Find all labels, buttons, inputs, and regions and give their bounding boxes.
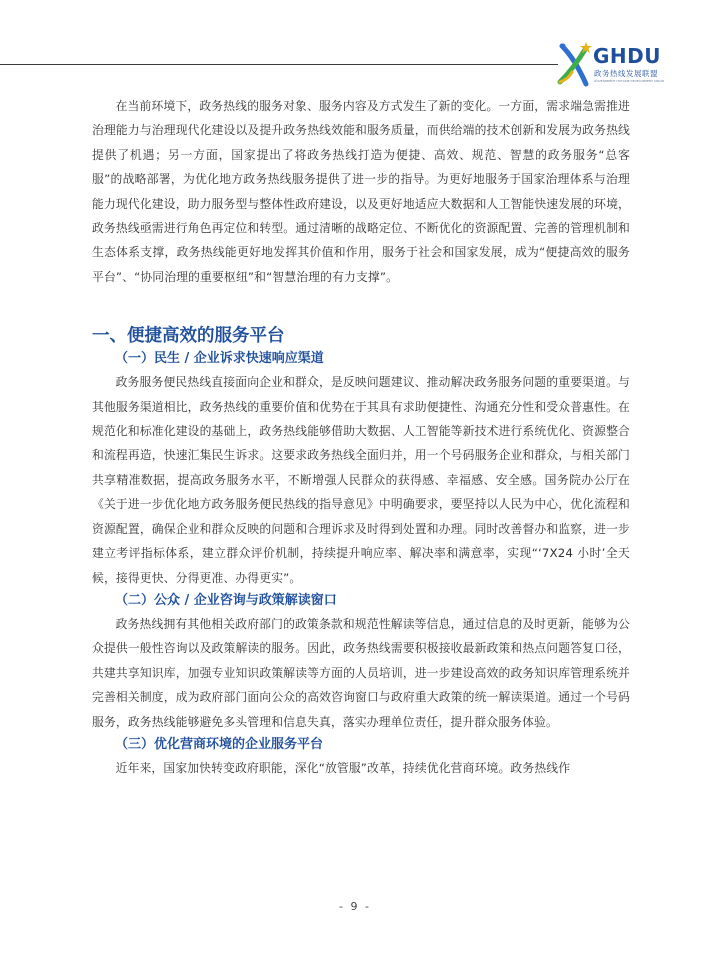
page-number: - 9 - [339, 900, 371, 913]
ghdu-logo [556, 40, 686, 90]
subsection-heading-3: （三）优化营商环境的企业服务平台 [115, 736, 324, 752]
ghdu-emblem-icon [556, 40, 596, 90]
intro-paragraph: 在当前环境下，政务热线的服务对象、服务内容及方式发生了新的变化。一方面，需求端急需推进治理能力与治理现代化建设以及提升政务热线效能和服务质量，而供给端的技术创新和发展为政务热线提供了机遇；另一方面，国家提出了将政务热线打造为便捷、高效、规范、智慧的政务服务“总客服”的战略部署，为优化地方政务热线服务提供了进一步的指导。为更好地服务于国家治理体系与治理能力现代化建设，助力服务型与整体性政府建设，以及更好地适应大数据和人工智能快速发展的环境，政务热线亟需进行角色再定位和转型。通过清晰的战略定位、不断优化的资源配置、完善的管理机制和生态体系支撑，政务热线能更好地发挥其价值和作用，服务于社会和国家发展，成为“便捷高效的服务平台”、“协同治理的重要枢纽”和“智慧治理的有力支撑”。 [92, 99, 630, 284]
subsection-heading-2: （二）公众 / 企业咨询与政策解读窗口 [115, 592, 337, 608]
logo-wordmark: GHDU [593, 44, 661, 68]
subsection-1-paragraph: 政务服务便民热线直接面向企业和群众，是反映问题建议、推动解决政务服务问题的重要渠道。与其他服务渠道相比，政务热线的重要价值和优势在于其具有求助便捷性、沟通充分性和受众普惠性。在规范化和标准化建设的基础上，政务热线能够借助大数据、人工智能等新技术进行系统优化、资源整合和流程再造，快速汇集民生诉求。这要求政务热线全面归并，用一个号码服务企业和群众，与相关部门共享精准数据，提高政务服务水平，不断增强人民群众的获得感、幸福感、安全感。国务院办公厅在《关于进一步优化地方政务服务便民热线的指导意见》中明确要求，要坚持以人民为中心，优化流程和资源配置，确保企业和群众反映的问题和合理诉求及时得到处置和办理。同时改善督办和监察，进一步建立考评指标体系，建立群众评价机制，持续提升响应率、解决率和满意率，实现“‘7X24 小时’全天候，接得更快、分得更准、办得更实”。 [92, 375, 630, 585]
subsection-3-paragraph: 近年来，国家加快转变政府职能，深化“放管服”改革，持续优化营商环境。政务热线作 [115, 760, 571, 775]
subsection-heading-1: （一）民生 / 企业诉求快速响应渠道 [115, 351, 324, 367]
section-heading: 一、便捷高效的服务平台 [92, 326, 285, 347]
page-content [92, 94, 630, 780]
header-rule [0, 64, 558, 65]
subsection-2-paragraph: 政务热线拥有其他相关政府部门的政策条款和规范性解读等信息，通过信息的及时更新，能够为公众提供一般性咨询以及政策解读的服务。因此，政务热线需要积极接收最新政策和热点问题答复口径，共建共享知识库，加强专业知识政策解读等方面的人员培训，进一步建设高效的政务知识库管理系统并完善相关制度，成为政府部门面向公众的高效咨询窗口与政府重大政策的统一解读渠道。通过一个号码服务，政务热线能够避免多头管理和信息失真，落实办理单位责任，提升群众服务体验。 [92, 616, 630, 729]
logo-chinese-name: 政务热线发展联盟 [594, 69, 658, 78]
logo-english-name: GOVERNMENT HOTLINE DEVELOPMENT UNION [594, 79, 664, 83]
